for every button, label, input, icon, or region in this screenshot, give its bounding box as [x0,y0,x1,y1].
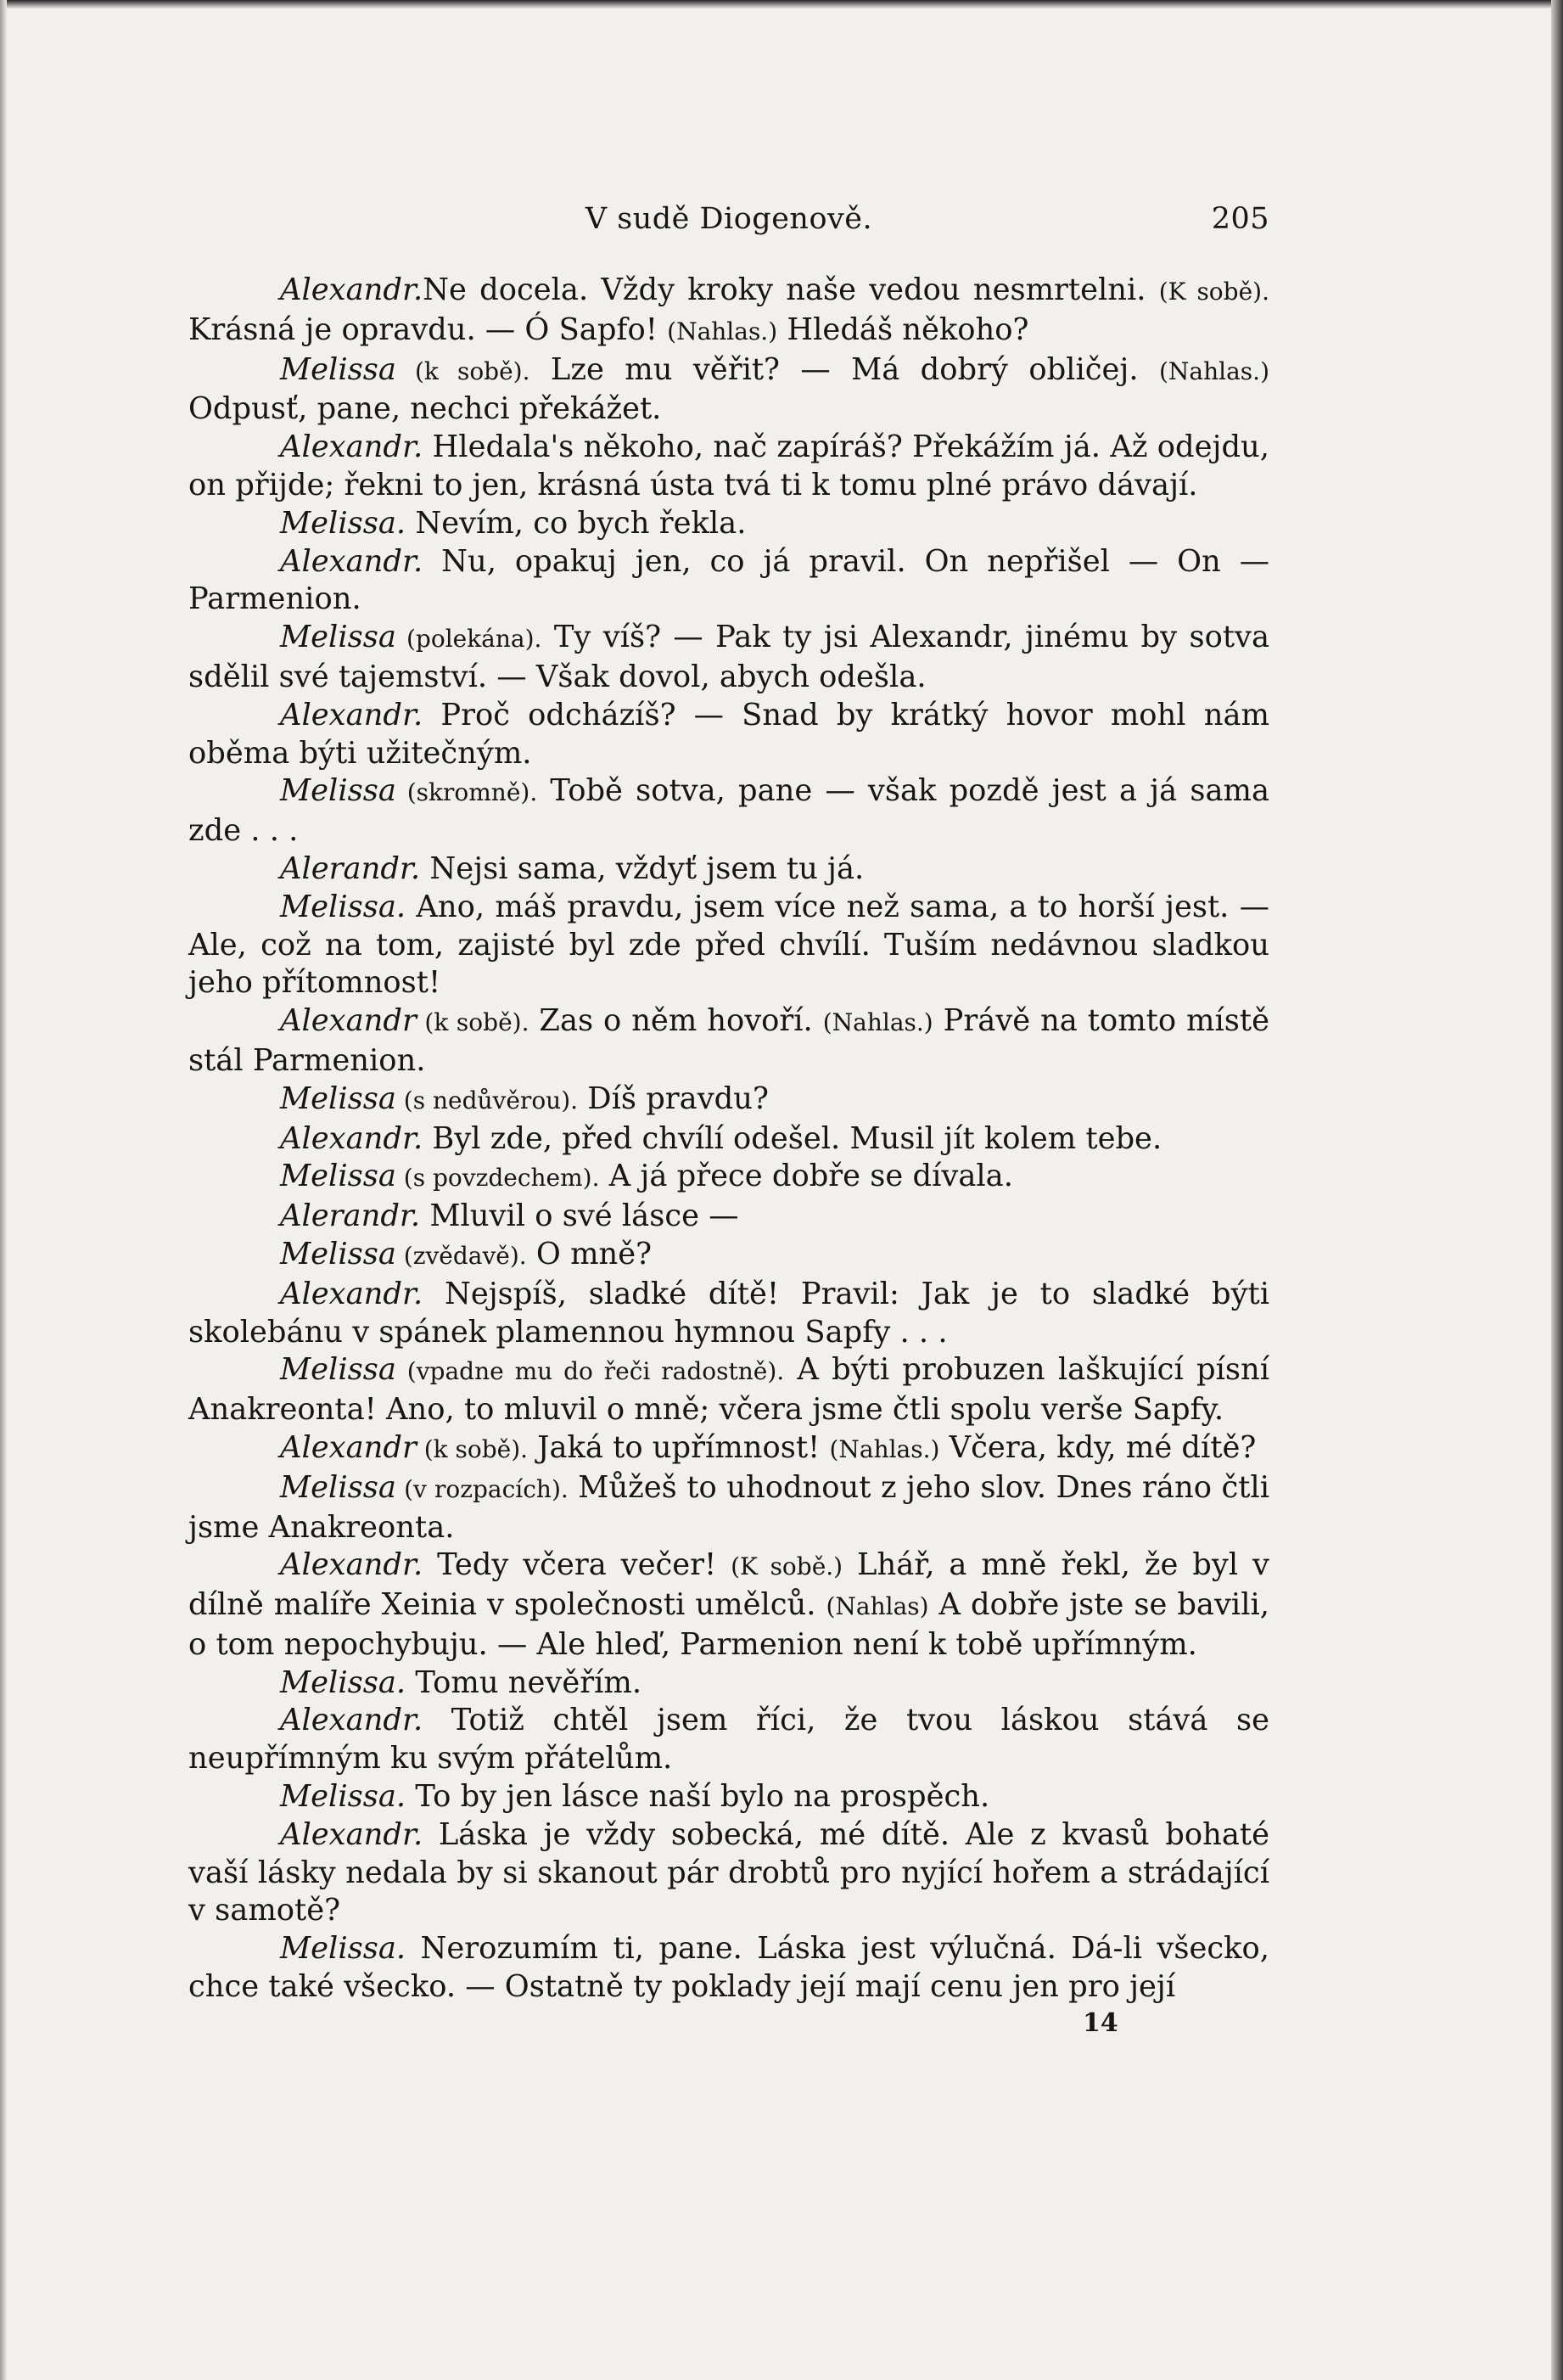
speaker-name: Melissa [280,773,396,809]
speech-text: Odpusť, pane, nechci překážet. [188,391,662,427]
speaker-name: Alexandr. [280,1547,423,1583]
speech-text: Hledáš někoho? [777,312,1029,347]
speech-text: Nevím, co bych řekla. [406,505,747,541]
speech-text: Nerozumím ti, pane. Láska jest výlučná. Dá-li všecko, chce také všecko. — Ostatně ty poklady její mají cenu jen pro její [188,1931,1269,2005]
dialogue-paragraph [188,1351,1269,1429]
stage-direction: (v rozpacích). [395,1474,569,1503]
speech-text: Tobě sotva, pane — však pozdě jest a já sama zde . . . [188,773,1269,849]
stage-direction: (K sobě.) [731,1552,843,1581]
dialogue-paragraph [188,1546,1269,1664]
dialogue-paragraph [188,1120,1269,1159]
speech-text: To by jen lásce naší bylo na prospěch. [406,1779,990,1815]
scan-edge-top [0,0,1563,8]
speech-text: Jaká to upřímnost! [528,1429,830,1465]
dialogue-text [188,272,1269,2007]
speaker-name: Alexandr [280,1429,417,1465]
stage-direction: (k sobě). [395,356,530,385]
stage-direction: (k sobě). [416,1434,529,1463]
stage-direction: (skromně). [395,778,538,807]
stage-direction: (polekána). [395,625,542,654]
speech-text: Tedy včera večer! [423,1547,731,1583]
dialogue-paragraph [188,772,1269,850]
speaker-name: Melissa. [280,1779,406,1815]
speech-text: Lze mu věřit? — Má dobrý obličej. [529,351,1159,387]
dialogue-paragraph [188,1778,1269,1816]
speaker-name: Melissa. [280,505,406,541]
dialogue-paragraph [188,1276,1269,1352]
dialogue-paragraph [188,505,1269,543]
dialogue-paragraph [188,429,1269,505]
page-number: 205 [1211,202,1269,236]
speech-text: Byl zde, před chvílí odešel. Musil jít kolem tebe. [423,1120,1162,1156]
speech-text: Právě na tomto místě stál Parmenion. [188,1003,1269,1078]
stage-direction: (s povzdechem). [395,1164,600,1193]
speaker-name: Melissa [280,1352,396,1388]
scan-edge-right [1551,0,1563,2380]
dialogue-paragraph [188,1236,1269,1276]
speech-text: A býti probuzen laškující písní Anakreonta! Ano, to mluvil o mně; včera jsme čtli spolu verše Sapfy. [188,1352,1269,1428]
speech-text: Nu, opakuj jen, co já pravil. On nepřišel — On — Parmenion. [188,543,1269,617]
stage-direction: (Nahlas.) [667,317,778,345]
speech-text: Lhář, a mně řekl, že byl v dílně malíře Xeinia v společnosti umělců. [188,1547,1269,1623]
speech-text: Proč odcházíš? — Snad by krátký hovor mohl nám oběma býti užitečným. [188,697,1269,771]
speech-text: Ty víš? — Pak ty jsi Alexandr, jinému by sotva sdělil své tajemství. — Však dovol, abych odešla. [188,620,1269,694]
speech-text: Láska je vždy sobecká, mé dítě. Ale z kvasů bohaté vaší lásky nedala by si skanout pár drobtů pro nyjící hořem a strádající v samotě? [188,1816,1269,1928]
stage-direction: (Nahlas.) [822,1008,933,1037]
speaker-name: Alexandr. [280,1816,423,1852]
speech-text: A já přece dobře se dívala. [599,1159,1013,1194]
stage-direction: (vpadne mu do řeči radostně). [395,1357,785,1386]
speaker-name: Melissa [280,620,396,655]
speaker-name: Alerandr. [280,1198,421,1234]
running-head [188,202,1269,244]
speech-text: Krásná je opravdu. — Ó Sapfo! [188,312,668,347]
stage-direction: (K sobě). [1158,278,1269,306]
speech-text: Nejsi sama, vždyť jsem tu já. [420,850,865,886]
speaker-name: Melissa [280,1469,396,1505]
dialogue-paragraph [188,697,1269,773]
dialogue-paragraph [188,272,1269,351]
dialogue-paragraph [188,351,1269,429]
speaker-name: Melissa. [280,889,406,924]
dialogue-paragraph [188,1469,1269,1547]
dialogue-paragraph [188,850,1269,889]
dialogue-paragraph [188,1930,1269,2007]
speaker-name: Melissa [280,1159,396,1194]
stage-direction: (Nahlas.) [829,1434,940,1463]
speech-text: Můžeš to uhodnout z jeho slov. Dnes ráno čtli jsme Anakreonta. [188,1469,1269,1545]
speech-text: Ano, máš pravdu, jsem více než sama, a to horší jest. — Ale, což na tom, zajisté byl zde před chvílí. Tuším nedávnou sladkou jeho přítomnost! [188,889,1269,1001]
book-page [188,202,1269,2038]
speech-text: Včera, kdy, mé dítě? [939,1429,1257,1465]
stage-direction: (k sobě). [416,1008,529,1037]
dialogue-paragraph [188,543,1269,620]
stage-direction: (Nahlas) [826,1592,929,1621]
speaker-name: Alexandr. [280,1276,423,1311]
dialogue-paragraph [188,1429,1269,1469]
dialogue-paragraph [188,889,1269,1002]
dialogue-paragraph [188,1158,1269,1198]
speaker-name: Melissa [280,1236,396,1271]
speech-text: O mně? [526,1236,653,1271]
speech-text: Zas o něm hovoří. [529,1003,823,1039]
scan-edge-left [0,0,7,2380]
dialogue-paragraph [188,1081,1269,1120]
speaker-name: Alexandr. [280,429,423,465]
speech-text: Díš pravdu? [578,1081,769,1116]
speaker-name: Alexandr. [280,272,423,307]
stage-direction: (zvědavě). [395,1241,527,1270]
speaker-name: Alexandr. [280,697,423,733]
speech-text: Mluvil o své lásce — [420,1198,739,1234]
running-title: V sudě Diogenově. [585,202,873,236]
speaker-name: Alexandr [280,1003,417,1039]
speaker-name: Melissa [280,351,396,387]
speaker-name: Alexandr. [280,1120,423,1156]
speaker-name: Alerandr. [280,850,421,886]
speech-text: Ne docela. Vždy kroky naše vedou nesmrtelni. [423,272,1159,307]
dialogue-paragraph [188,1198,1269,1236]
dialogue-paragraph [188,1002,1269,1081]
speech-text: Totiž chtěl jsem říci, že tvou láskou stává se neupřímným ku svým přátelům. [188,1703,1269,1777]
speech-text: Tomu nevěřím. [406,1664,642,1700]
dialogue-paragraph [188,1664,1269,1703]
speaker-name: Melissa. [280,1931,406,1967]
speech-text: A dobře jste se bavili, o tom nepochybuju. — Ale hleď, Parmenion není k tobě upřímným. [188,1587,1269,1662]
speaker-name: Melissa. [280,1664,406,1700]
stage-direction: (s nedůvěrou). [395,1086,579,1114]
speech-text: Nejspíš, sladké dítě! Pravil: Jak je to sladké býti skolebánu v spánek plamennou hymnou Sapfy . . . [188,1276,1269,1350]
speaker-name: Alexandr. [280,543,423,579]
dialogue-paragraph [188,619,1269,697]
dialogue-paragraph [188,1816,1269,1930]
speech-text: Hledala's někoho, nač zapíráš? Překážím já. Až odejdu, on přijde; řekni to jen, krásná ústa tvá ti k tomu plné právo dávají. [188,429,1269,502]
stage-direction: (Nahlas.) [1159,356,1269,385]
signature-mark: 14 [1083,2007,1118,2038]
speaker-name: Alexandr. [280,1703,423,1738]
dialogue-paragraph [188,1702,1269,1778]
speaker-name: Melissa [280,1081,396,1116]
